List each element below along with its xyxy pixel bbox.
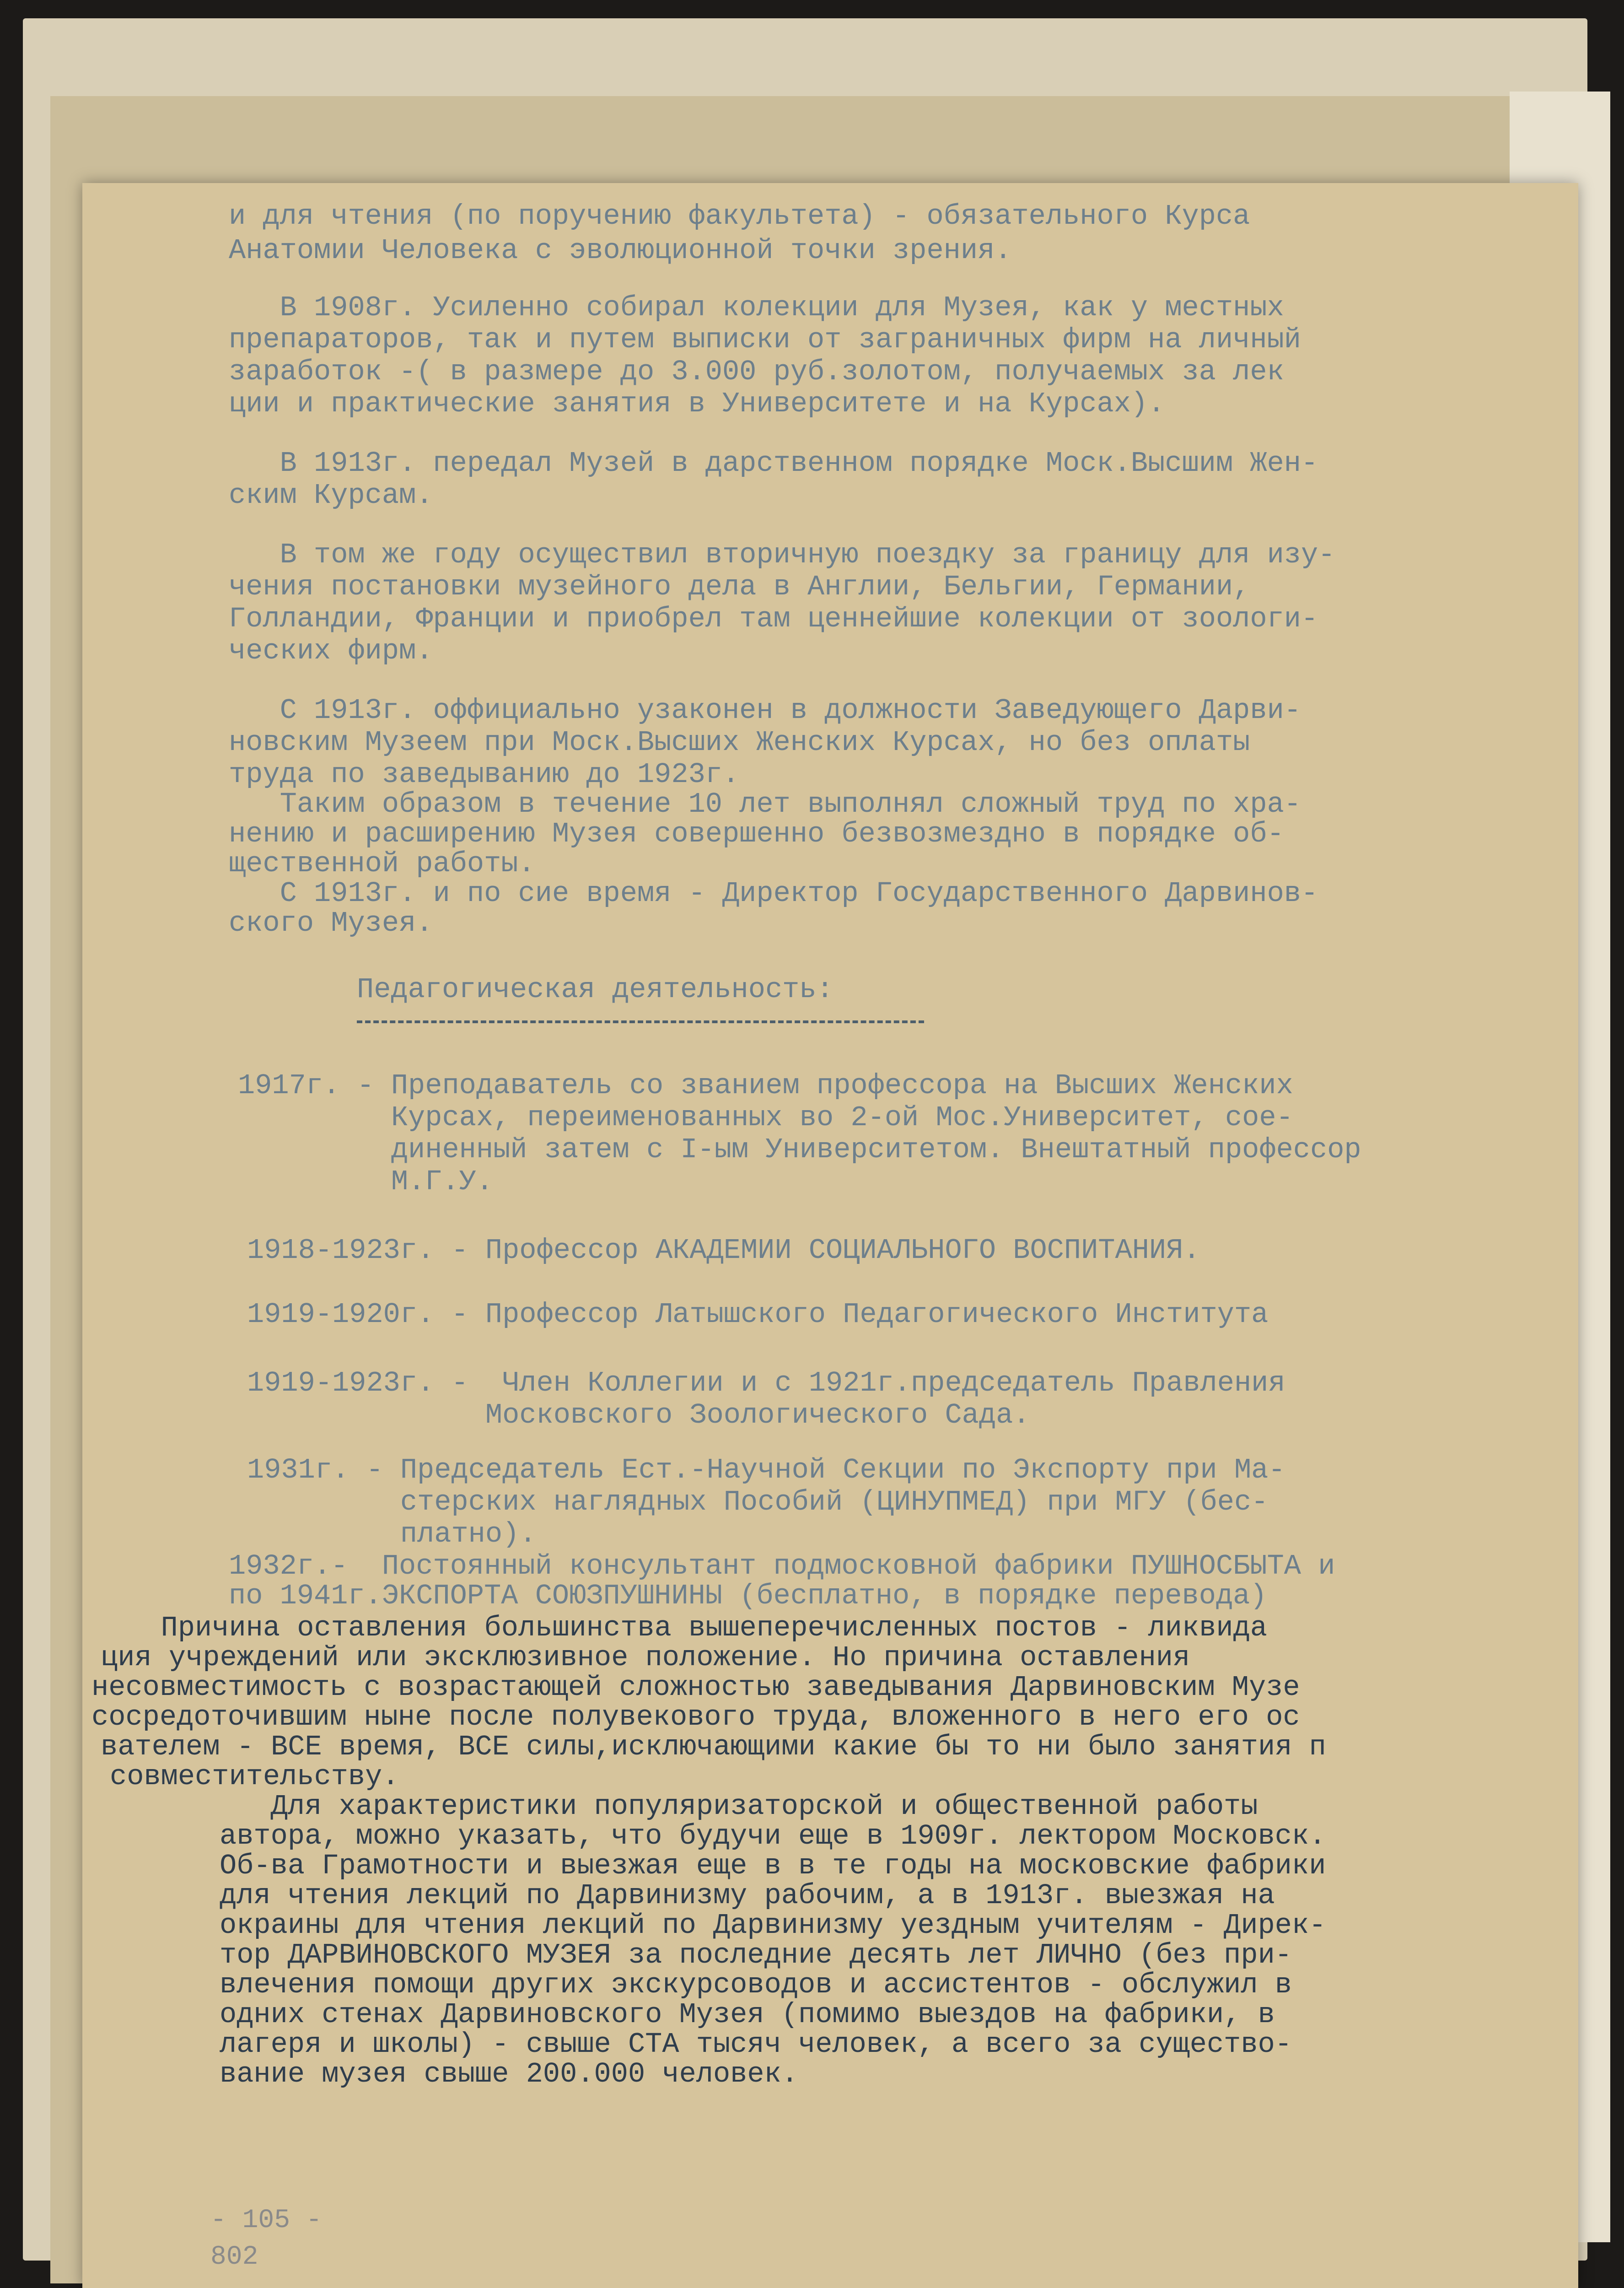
text-line: Об-ва Грамотности и выезжая еще в в те годы на московские фабрики: [220, 1850, 1326, 1882]
text-line: Таким образом в течение 10 лет выполнял сложный труд по хра-: [229, 788, 1301, 820]
text-line: 1931г. - Председатель Ест.-Научной Секции по Экспорту при Ма-: [247, 1454, 1285, 1486]
text-line: новским Музеем при Моск.Высших Женских Курсах, но без оплаты: [229, 726, 1250, 759]
text-line: труда по заведыванию до 1923г.: [229, 758, 740, 791]
text-line: Московского Зоологического Сада.: [247, 1399, 1030, 1431]
text-line: по 1941г.ЭКСПОРТА СОЮЗПУШНИНЫ (бесплатно, в порядке перевода): [229, 1580, 1267, 1612]
text-line: заработок -( в размере до 3.000 руб.золотом, получаемых за лек: [229, 356, 1284, 388]
text-line: Для характеристики популяризаторской и общественной работы: [220, 1790, 1258, 1823]
text-line: 1919-1920г. - Профессор Латышского Педагогического Института: [247, 1298, 1269, 1331]
text-line: вателем - ВСЕ время, ВСЕ силы,исключающими какие бы то ни было занятия п: [101, 1731, 1326, 1763]
text-line: Голландии, Франции и приобрел там ценнейшие колекции от зоологи-: [229, 603, 1318, 635]
text-line: Причина оставления большинства вышеперечисленных постов - ликвида: [110, 1612, 1268, 1644]
text-line: М.Г.У.: [238, 1166, 494, 1198]
text-line: 1919-1923г. - Член Коллегии и с 1921г.председатель Правления: [247, 1367, 1285, 1399]
text-line: для чтения лекций по Дарвинизму рабочим, а в 1913г. выезжая на: [220, 1879, 1275, 1912]
text-line: 1917г. - Преподаватель со званием профессора на Высших Женских: [238, 1069, 1293, 1102]
text-line: диненный затем с I-ым Университетом. Внештатный профессор: [238, 1133, 1361, 1166]
text-line: совместительству.: [110, 1760, 399, 1793]
text-line: стерских наглядных Пособий (ЦИНУПМЕД) при МГУ (бес-: [247, 1486, 1269, 1518]
text-line: ским Курсам.: [229, 479, 433, 512]
text-line: автора, можно указать, что будучи еще в 1909г. лектором Московск.: [220, 1820, 1326, 1852]
heading-underline: [357, 1020, 924, 1023]
text-line: платно).: [247, 1518, 537, 1550]
text-line: одних стенах Дарвиновского Музея (помимо выездов на фабрики, в: [220, 1998, 1275, 2031]
text-line: тор ДАРВИНОВСКОГО МУЗЕЯ за последние десять лет ЛИЧНО (без при-: [220, 1939, 1292, 1971]
text-line: несовместимость с возрастающей сложностью заведывания Дарвиновским Музе: [91, 1671, 1300, 1704]
text-line: окраины для чтения лекций по Дарвинизму уездным учителям - Дирек-: [220, 1909, 1326, 1942]
text-line: лагеря и школы) - свыше СТА тысяч человек, а всего за существо-: [220, 2028, 1292, 2061]
text-line: ция учреждений или эксклюзивное положение. Но причина оставления: [101, 1641, 1190, 1674]
typewritten-page: [82, 183, 1578, 2288]
page-number-mark: - 105 -: [210, 2206, 322, 2235]
text-line: 1932г.- Постоянный консультант подмосковной фабрики ПУШНОСБЫТА и: [229, 1550, 1335, 1582]
text-line: С 1913г. и по сие время - Директор Государственного Дарвинов-: [229, 877, 1318, 910]
text-line: 1918-1923г. - Профессор АКАДЕМИИ СОЦИАЛЬНОГО ВОСПИТАНИЯ.: [247, 1234, 1200, 1267]
text-line: чения постановки музейного дела в Англии, Бельгии, Германии,: [229, 571, 1250, 603]
text-line: В том же году осуществил вторичную поездку за границу для изу-: [229, 539, 1335, 571]
text-line: препараторов, так и путем выписки от заграничных фирм на личный: [229, 324, 1301, 356]
text-line: ции и практические занятия в Университете и на Курсах).: [229, 388, 1165, 420]
text-line: Анатомии Человека с эволюционной точки зрения.: [229, 234, 1012, 267]
text-line: ческих фирм.: [229, 635, 433, 667]
text-line: В 1913г. передал Музей в дарственном порядке Моск.Высшим Жен-: [229, 447, 1318, 480]
text-line: ского Музея.: [229, 907, 433, 939]
section-heading: Педагогическая деятельность:: [357, 973, 834, 1006]
text-line: щественной работы.: [229, 847, 535, 880]
text-line: нению и расширению Музея совершенно безвозмездно в порядке об-: [229, 818, 1284, 850]
text-line: и для чтения (по поручению факультета) - обязательного Курса: [229, 200, 1250, 232]
text-line: влечения помощи других экскурсоводов и ассистентов - обслужил в: [220, 1969, 1292, 2001]
text-line: сосредоточившим ныне после полувекового труда, вложенного в него его ос: [91, 1701, 1300, 1733]
text-line: С 1913г. оффициально узаконен в должности Заведующего Дарви-: [229, 694, 1301, 727]
text-line: вание музея свыше 200.000 человек.: [220, 2058, 799, 2090]
archive-number-mark: 802: [210, 2242, 258, 2272]
text-line: В 1908г. Усиленно собирал колекции для Музея, как у местных: [229, 291, 1284, 324]
text-line: Курсах, переименованных во 2-ой Мос.Университет, сое-: [238, 1101, 1293, 1134]
